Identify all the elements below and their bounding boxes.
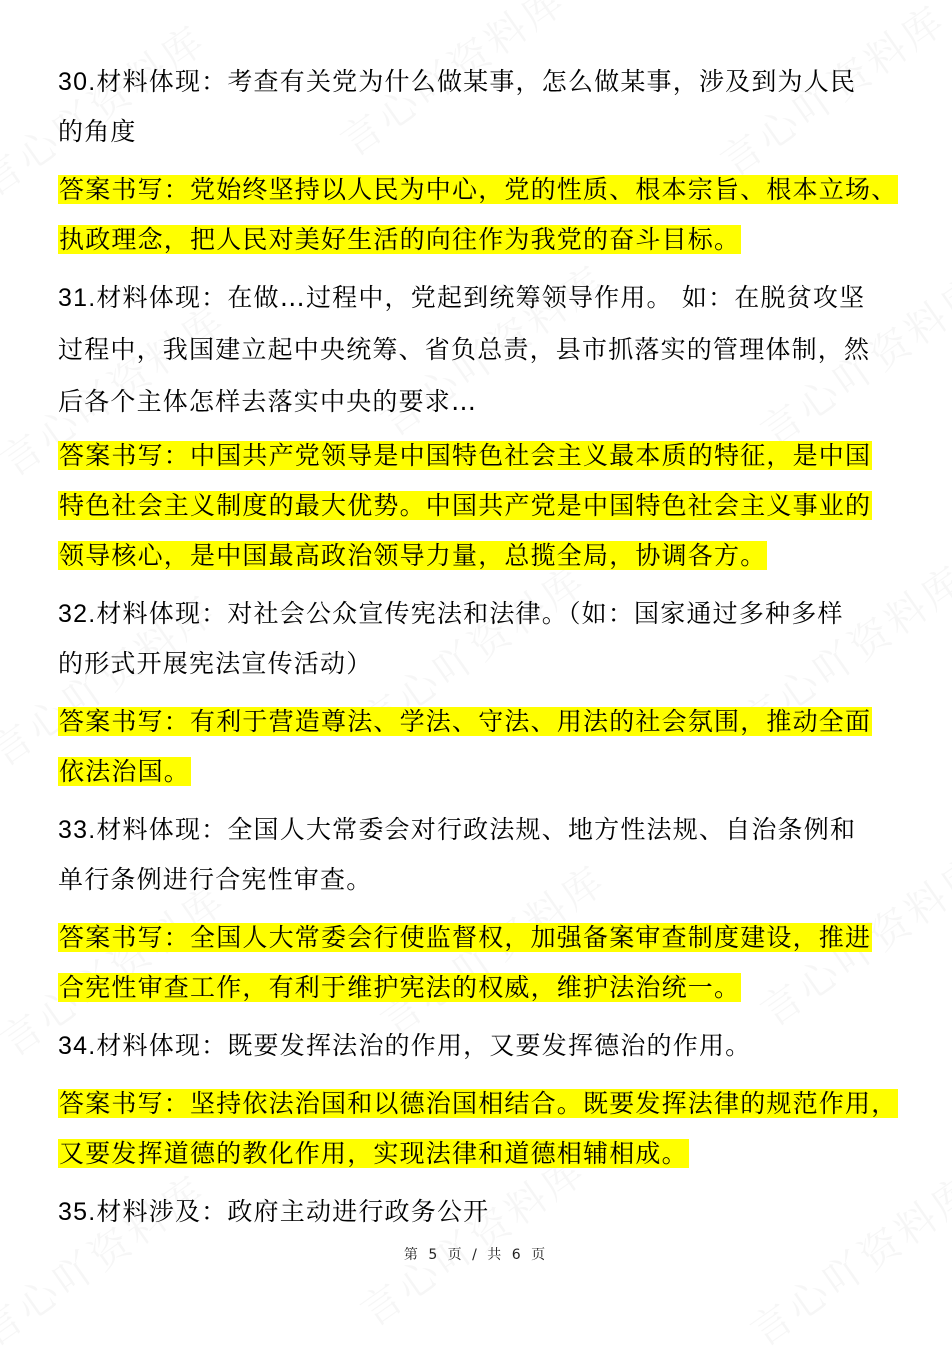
material-text: 材料涉及：政府主动进行政务公开: [96, 1197, 490, 1226]
item-33-material-line-2: 单行条例进行合宪性审查。: [58, 865, 373, 894]
highlighted-answer: 合宪性审查工作，有利于维护宪法的权威，维护法治统一。: [59, 973, 741, 1002]
highlighted-answer: 执政理念，把人民对美好生活的向往作为我党的奋斗目标。: [59, 225, 741, 254]
item-32-material-line-1: [58, 596, 844, 632]
item-number: 35.: [58, 1198, 97, 1226]
highlighted-answer: 特色社会主义制度的最大优势。中国共产党是中国特色社会主义事业的: [59, 491, 872, 520]
item-number: 30.: [58, 68, 97, 96]
item-34-material-line-1: [58, 1028, 751, 1064]
item-number: 31.: [58, 284, 97, 312]
item-32-material-line-2: 的形式开展宪法宣传活动）: [58, 649, 373, 678]
item-31-material-line-2: 过程中，我国建立起中央统筹、省负总责，县市抓落实的管理体制，然: [58, 335, 871, 364]
item-35-material-line-1: [58, 1194, 489, 1230]
highlighted-answer: 领导核心，是中国最高政治领导力量，总揽全局，协调各方。: [59, 541, 767, 570]
material-text: 材料体现：既要发挥法治的作用，又要发挥德治的作用。: [96, 1031, 752, 1060]
item-31-material-line-1: [58, 280, 865, 316]
item-31-answer-line-3: [58, 538, 767, 574]
highlighted-answer: 答案书写：党始终坚持以人民为中心，党的性质、根本宗旨、根本立场、: [59, 175, 898, 204]
material-text: 材料体现：对社会公众宣传宪法和法律。（如：国家通过多种多样: [96, 599, 844, 628]
item-30-material-line-2: 的角度: [58, 117, 137, 146]
item-number: 34.: [58, 1032, 97, 1060]
item-number: 33.: [58, 816, 97, 844]
item-number: 32.: [58, 600, 97, 628]
item-31-material-line-3: 后各个主体怎样去落实中央的要求…: [58, 387, 478, 416]
highlighted-answer: 依法治国。: [59, 757, 191, 786]
material-text: 材料体现：考查有关党为什么做某事，怎么做某事，涉及到为人民: [96, 67, 857, 96]
highlighted-answer: 答案书写：全国人大常委会行使监督权，加强备案审查制度建设，推进: [59, 923, 872, 952]
highlighted-answer: 答案书写：有利于营造尊法、学法、守法、用法的社会氛围，推动全面: [59, 707, 872, 736]
item-34-answer-line-2: [58, 1136, 689, 1172]
item-32-answer-line-2: [58, 754, 191, 790]
item-30-answer-line-2: [58, 222, 741, 258]
highlighted-answer: 答案书写：坚持依法治国和以德治国相结合。既要发挥法律的规范作用，: [59, 1089, 898, 1118]
item-32-answer-line-1: [58, 704, 872, 740]
item-31-answer-line-1: [58, 438, 872, 474]
item-33-answer-line-1: [58, 920, 872, 956]
item-30-answer-line-1: [58, 172, 898, 208]
highlighted-answer: 又要发挥道德的教化作用，实现法律和道德相辅相成。: [59, 1139, 688, 1168]
item-31-answer-line-2: [58, 488, 872, 524]
item-33-material-line-1: [58, 812, 856, 848]
page-number-footer: 第 5 页 / 共 6 页: [403, 1247, 549, 1263]
item-30-material-line-1: [58, 64, 856, 100]
highlighted-answer: 答案书写：中国共产党领导是中国特色社会主义最本质的特征，是中国: [59, 441, 872, 470]
material-text: 材料体现：全国人大常委会对行政法规、地方性法规、自治条例和: [96, 815, 857, 844]
item-34-answer-line-1: [58, 1086, 898, 1122]
item-33-answer-line-2: [58, 970, 741, 1006]
material-text: 材料体现：在做…过程中，党起到统筹领导作用。 如：在脱贫攻坚: [96, 283, 866, 312]
